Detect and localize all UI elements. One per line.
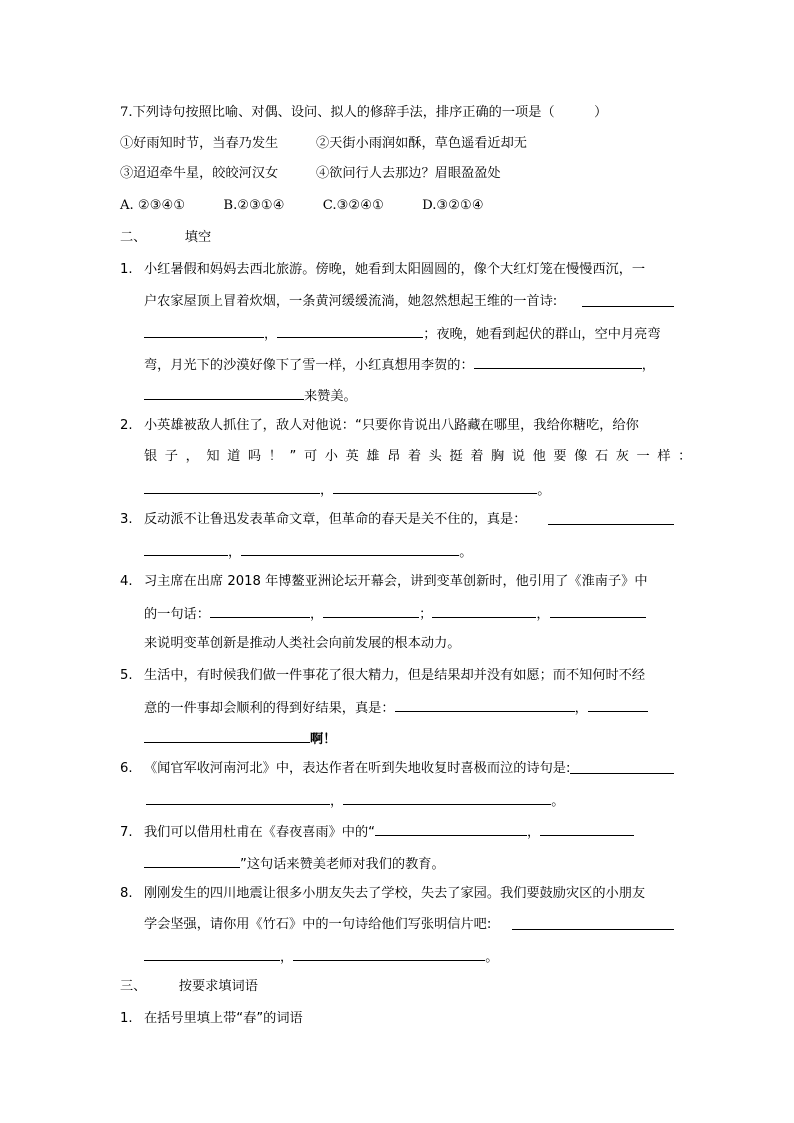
fill-q8-number: 8.	[120, 886, 133, 901]
q7-item-2: ②天街小雨润如酥，草色遥看近却无	[316, 136, 527, 151]
fill-q8-blank-1[interactable]	[512, 928, 674, 930]
fill-q7-blank-1[interactable]	[375, 823, 527, 836]
q7-option-a[interactable]: A. ②③④①	[120, 198, 186, 213]
fill-q8-blank-3[interactable]	[293, 948, 485, 961]
fill-q6-blank-1[interactable]	[570, 772, 674, 774]
fill-q8-blank-2[interactable]	[144, 948, 280, 961]
fill-q1-blank-3[interactable]	[277, 325, 423, 338]
fill-q5-line-1: 5. 生活中，有时候我们做一件事花了很大精力，但是结果却并没有如愿；而不知何时不经	[120, 668, 646, 683]
fill-q7-line-2: ”这句话来赞美老师对我们的教育。	[144, 855, 445, 873]
fill-q1-blank-1[interactable]	[582, 305, 674, 307]
fill-q4-blank-4[interactable]	[550, 605, 646, 618]
section-3-heading	[120, 979, 258, 995]
fill-q6-line-2: ， 。	[146, 792, 564, 810]
q7-option-c[interactable]: C.③②④①	[322, 198, 384, 213]
fill-q4-line-3: 来说明变革创新是推动人类社会向前发展的根本动力。	[144, 636, 461, 651]
q7-item-3: ③迢迢牵牛星，皎皎河汉女	[120, 166, 279, 181]
fill-q3-line-2: ， 。	[144, 543, 472, 561]
fill-q3-line-1: 3. 反动派不让鲁迅发表革命文章，但革命的春天是关不住的，真是：	[120, 512, 527, 527]
fill-q2-line-3: ， 。	[144, 481, 550, 499]
fill-q8-line-3: ， 。	[144, 948, 498, 966]
section-2-title: 填空	[184, 230, 212, 245]
q7-item-4: ④欲问行人去那边？眉眼盈盈处	[316, 166, 501, 181]
fill-q4-line-2: 的一句话： ， ； ，	[144, 605, 646, 623]
fill-q7-blank-3[interactable]	[144, 855, 240, 868]
fill-q3-number: 3.	[120, 512, 133, 527]
fill-q6-blank-2[interactable]	[146, 792, 330, 805]
fill-q1-line-4: 弯，月光下的沙漠好像下了雪一样，小红真想用李贺的： ，	[144, 358, 655, 373]
fill-q1-blank-2[interactable]	[144, 325, 264, 338]
fill-q7-line-1: 7. 我们可以借用杜甫在《春夜喜雨》中的“ ，	[120, 823, 634, 841]
fill-q6-line-1: 6. 《闻官军收河南河北》中，表达作者在听到失地收复时喜极而泣的诗句是:	[120, 761, 571, 776]
section-3-item-1-number: 1.	[120, 1011, 133, 1026]
q7-option-b[interactable]: B.②③①④	[223, 198, 285, 213]
q7-options	[120, 198, 518, 214]
fill-q4-blank-1[interactable]	[210, 605, 310, 618]
fill-q6-blank-3[interactable]	[343, 792, 551, 805]
fill-q1-line-1: 1. 小红暑假和妈妈去西北旅游。傍晚，她看到太阳圆圆的，像个大红灯笼在慢慢西沉，一	[120, 262, 646, 277]
fill-q2-line-2: 银子，知道吗！”可小英雄昂着头挺着胸说他要像石灰一样：	[144, 449, 699, 464]
section-2-heading	[120, 230, 211, 246]
fill-q7-blank-2[interactable]	[540, 823, 634, 836]
fill-q5-blank-1[interactable]	[395, 699, 575, 712]
fill-q1-blank-4[interactable]	[474, 356, 642, 369]
q7-option-d[interactable]: D.③②①④	[422, 198, 484, 213]
fill-q1-line-2: 户农家屋顶上冒着炊烟，一条黄河缓缓流淌，她忽然想起王维的一首诗:	[144, 294, 558, 309]
fill-q8-line-2: 学会坚强，请你用《竹石》中的一句诗给他们写张明信片吧:	[144, 917, 492, 932]
fill-q5-number: 5.	[120, 668, 133, 683]
fill-q2-blank-2[interactable]	[333, 481, 537, 494]
fill-q4-number: 4.	[120, 574, 133, 589]
fill-q1-blank-5[interactable]	[144, 387, 304, 400]
fill-q1-line-3: ， ；夜晚，她看到起伏的群山，空中月亮弯	[144, 325, 661, 343]
fill-q5-line-3: 啊！	[144, 730, 336, 748]
fill-q7-number: 7.	[120, 825, 133, 840]
fill-q2-number: 2.	[120, 418, 133, 433]
fill-q3-blank-2[interactable]	[144, 543, 228, 556]
fill-q1-line-5: 来赞美。	[144, 387, 357, 405]
section-3-number: 三、	[120, 979, 147, 994]
q7-stem: 7.下列诗句按照比喻、对偶、设问、拟人的修辞手法，排序正确的一项是（ ）	[120, 105, 608, 120]
fill-q8-line-1: 8. 刚刚发生的四川地震让很多小朋友失去了学校，失去了家园。我们要鼓励灾区的小朋友	[120, 886, 646, 901]
fill-q5-line-2: 意的一件事却会顺利的得到好结果，真是： ，	[144, 699, 648, 717]
section-3-item-1: 1. 在括号里填上带“春”的词语	[120, 1011, 303, 1026]
q7-item-1: ①好雨知时节，当春乃发生	[120, 136, 279, 151]
fill-q4-line-1: 4. 习主席在出席 2018 年博鳌亚洲论坛开幕会，讲到变革创新时，他引用了《淮南子》中	[120, 574, 648, 589]
fill-q2-line-1: 2. 小英雄被敌人抓住了，敌人对他说：“只要你肯说出八路藏在哪里，我给你糖吃，给你	[120, 418, 639, 433]
fill-q2-blank-1[interactable]	[144, 481, 320, 494]
fill-q6-number: 6.	[120, 761, 133, 776]
fill-q4-blank-3[interactable]	[432, 605, 536, 618]
fill-q1-number: 1.	[120, 262, 133, 277]
fill-q5-blank-2[interactable]	[588, 699, 648, 712]
section-2-number: 二、	[120, 230, 147, 245]
section-3-title: 按要求填词语	[178, 979, 258, 994]
fill-q5-blank-3[interactable]	[144, 730, 310, 743]
fill-q4-blank-2[interactable]	[323, 605, 419, 618]
fill-q3-blank-3[interactable]	[241, 543, 459, 556]
fill-q3-blank-1[interactable]	[548, 523, 674, 525]
